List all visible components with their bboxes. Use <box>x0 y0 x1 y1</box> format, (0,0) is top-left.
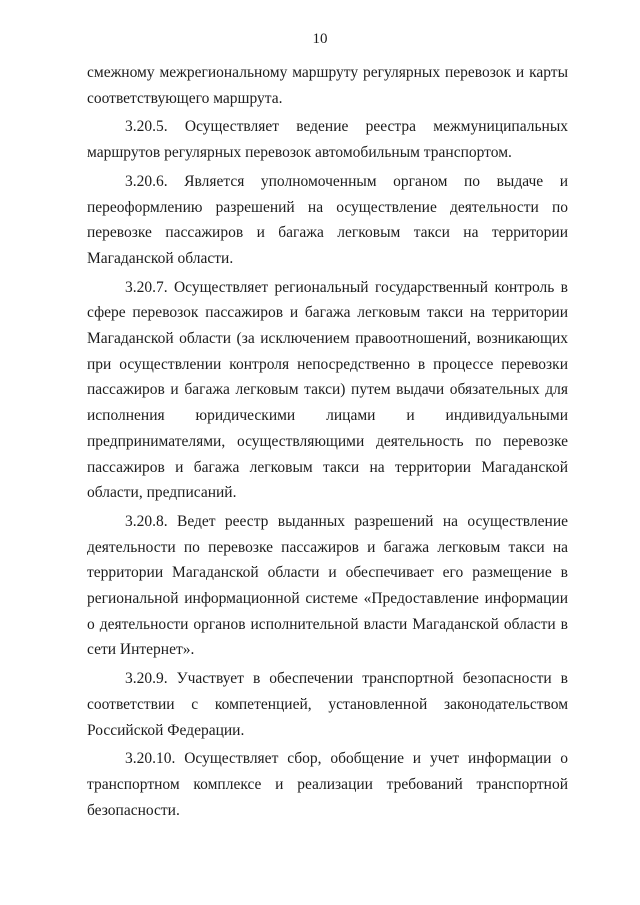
paragraph-3-20-8: 3.20.8. Ведет реестр выданных разрешений на осуществление деятельности по перевозке пассажиров и багажа легковым такси на территории Магаданской области и обеспечивает его размещение в региональной информационной системе «Предоставление информации о деятельности органов исполнительной власти Магаданской области в сети Интернет». <box>87 512 568 659</box>
document-body <box>87 60 568 823</box>
paragraph-3-20-7: 3.20.7. Осуществляет региональный государственный контроль в сфере перевозок пассажиров и багажа легковым такси на территории Магаданской области (за исключением правоотношений, возникающих при осуществлении контроля непосредственно в процессе перевозки пассажиров и багажа легковым такси) путем выдачи обязательных для исполнения юридическими лицами и индивидуальными предпринимателями, осуществляющими деятельность по перевозке пассажиров и багажа легковым такси на территории Магаданской области, предписаний. <box>87 278 568 502</box>
paragraph-3-20-5: 3.20.5. Осуществляет ведение реестра межмуниципальных маршрутов регулярных перевозок автомобильным транспортом. <box>87 118 568 162</box>
paragraph-3-20-10: 3.20.10. Осуществляет сбор, обобщение и учет информации о транспортном комплексе и реализации требований транспортной безопасности. <box>87 750 568 819</box>
paragraph-3-20-6: 3.20.6. Является уполномоченным органом по выдаче и переоформлению разрешений на осуществление деятельности по перевозке пассажиров и багажа легковым такси на территории Магаданской области. <box>87 172 568 267</box>
page-number: 10 <box>312 31 328 47</box>
paragraph-continuation: смежному межрегиональному маршруту регулярных перевозок и карты соответствующего маршрута. <box>87 64 568 107</box>
paragraph-3-20-9: 3.20.9. Участвует в обеспечении транспортной безопасности в соответствии с компетенцией, установленной законодательством Российской Федерации. <box>87 670 568 739</box>
